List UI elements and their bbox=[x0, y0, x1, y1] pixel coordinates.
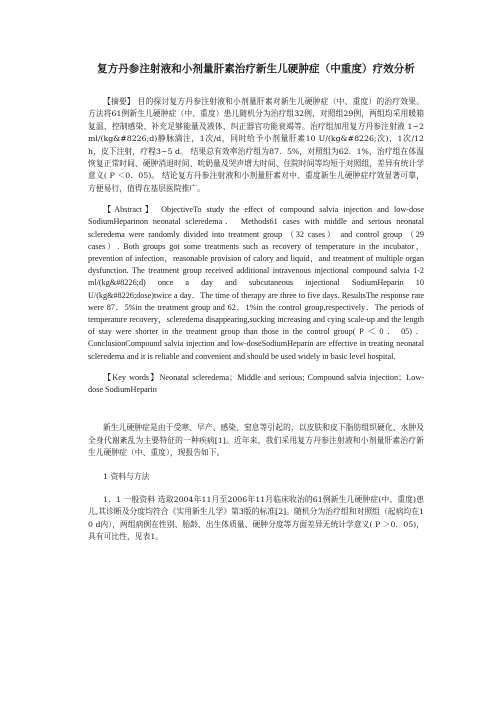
spacer bbox=[88, 460, 424, 471]
spacer bbox=[88, 363, 424, 372]
section-heading: 1 资料与方法 bbox=[103, 471, 150, 481]
paper-title: 复方丹参注射液和小剂量肝素治疗新生儿硬肿症（中重度）疗效分析 bbox=[97, 63, 415, 75]
section-paragraph: 1．1 一般资料 选取2004年11月至2006年11月临床收治的61例新生儿硬肿症(中、重度)患儿,其诊断及分度均符合《实用新生儿学》第3版的标准[2]。随机分为治疗组和对照组（起病均在10 d内），两组病例在性别、胎龄、出生体质量、硬肿分度等方面差异无统计学意义( P ＞0．05)，具有可比性，见表1。 bbox=[88, 494, 424, 542]
abstract-chinese: 【摘要】 目的探讨复方丹参注射液和小剂量肝素对新生儿硬肿症（中、重度）的治疗效果。 方法将61例新生儿硬肿症（中、重度）患儿随机分为治疗组32例，对照组29例，两组均采用暖箱复温、控制感染、补充足够能量及液体、纠正器官功能衰竭等。治疗组加用复方丹参注射液 1~2 ml/(kg&#8226;d)静脉滴注，1次/d，同时给予小剂量肝素10 U/(kg&#8226;次)，1次/12 h，皮下注射，疗程3~5 d。 结果总有效率治疗组为87．5%，对照组为62．1%，治疗组在体温恢复正常时间、硬肿消退时间、吮奶量及哭声增大时间、住院时间等均短于对照组，差异有统计学意义( P ＜0．05)。 结论复方丹参注射液和小剂量肝素对中、重度新生儿硬肿症疗效显著可靠，方便易行，值得在基层医院推广。 bbox=[88, 97, 424, 193]
keywords: 【Key words】Neonatal scleredema；Middle and serious; Compound salvia injection；Low-dose SodiumHeparin bbox=[88, 372, 424, 395]
introduction-paragraph: 新生儿硬肿症是由于受寒、早产、感染、窒息等引起的，以皮肤和皮下脂肪组织硬化、水肿及全身代谢紊乱为主要特征的一种疾病[1]。近年来，我们采用复方丹参注射液和小剂量肝素治疗新生儿硬肿症（中、重度），现报告如下。 bbox=[88, 423, 424, 458]
document-page bbox=[88, 62, 424, 544]
spacer bbox=[88, 396, 424, 422]
spacer bbox=[88, 195, 424, 204]
spacer bbox=[88, 483, 424, 494]
abstract-english: 【Abstract】 ObjectiveTo study the effect of compound salvia injection and low-dose SodiumHeparinon neonatal scleredema． Methods61 cases with middle and serious neonatal scleredema were randomly divided into treatment group （32 cases） and control group （29 cases）. Both groups got some treatments such as recovery of temperature in the incubator，prevention of infection，reasonable provision of calory and liquid，and treatment of multiple organ dysfunction. The treatment group received additional intravenous injectional compound salvia 1-2 ml/(kg&#8226;d) once a day and subcutaneous injectional SodiumHeparin 10 U/(kg&#8226;dose)twice a day．The time of therapy are three to five days. ResultsThe response rate were 87．5%in the treatment group and 62．1%in the control group,respectively．The periods of temperature recovery，scleredema disappearing,sucking increasing and cying scale-up and the length of stay were shorter in the treatment group than those in the control group( P ＜ 0 ． 05) ． ConclusionCompound salvia injection and low-doseSodiumHeparin are effective in treating neonatal scleredema and it is reliable and convenient and should be used widely in basic level hospital. bbox=[88, 205, 424, 361]
